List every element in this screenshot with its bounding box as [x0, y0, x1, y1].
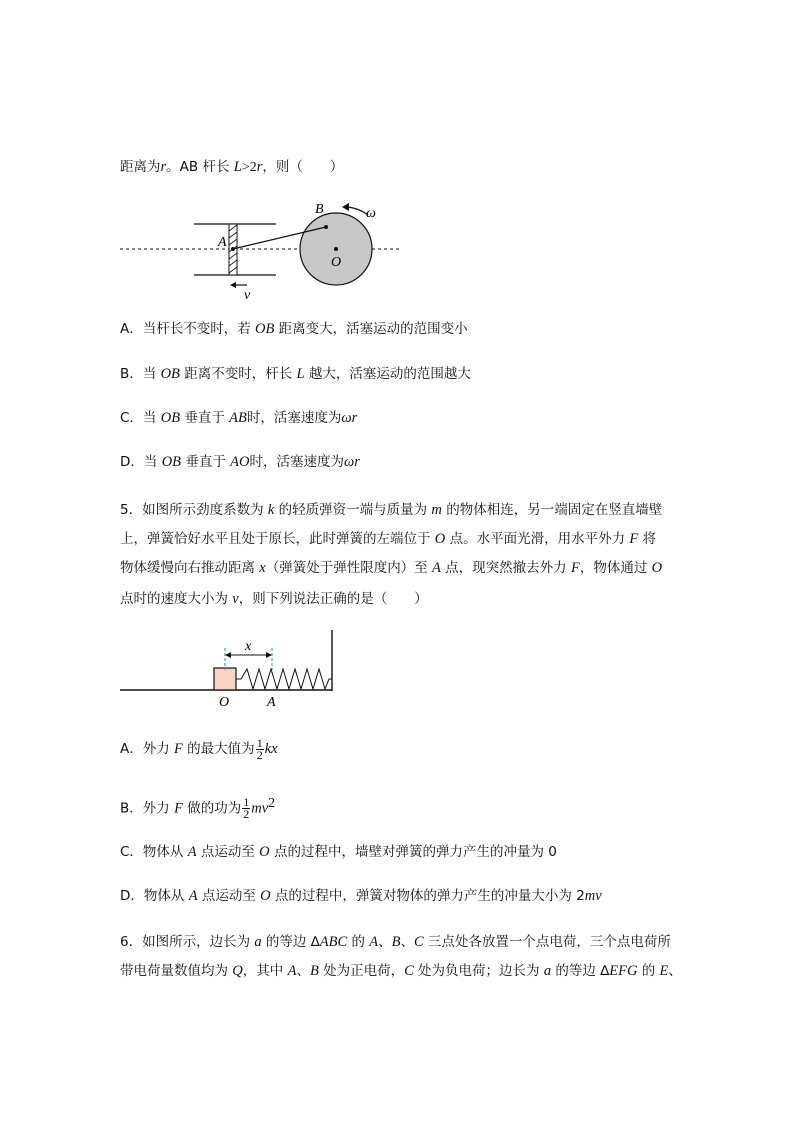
- q4-option-c: C．当 OB 垂直于 AB时，活塞速度为ωr: [120, 410, 358, 426]
- q5-option-d: D．物体从 A 点运动至 O 点的过程中，弹簧对物体的弹力产生的冲量大小为 2mv: [120, 888, 602, 904]
- q5-option-b: B．外力 F 做的功为 $\frac{1}{2}$ $mv^2$: [120, 795, 276, 821]
- q5-stem-line-2: 上，弹簧恰好水平且处于原长，此时弹簧的左端位于 O 点。水平面光滑，用水平外力 F 将: [120, 531, 657, 547]
- fraction-half: $\frac{1}{2}$: [256, 735, 263, 762]
- q6-stem-line-2: 带电荷量数值均为 Q，其中 A、B 处为正电荷，C 处为负电荷；边长为 a 的等边 ∆EFG 的 E、: [120, 963, 682, 979]
- q6-stem-line-1: 6．如图所示，边长为 a 的等边 ∆ABC 的 A、B、C 三点处各放置一个点电荷，三个点电荷所: [120, 934, 671, 950]
- q4-option-b: B．当 OB 距离不变时，杆长 L 越大，活塞运动的范围越大: [120, 366, 471, 382]
- q4-option-d: D．当 OB 垂直于 AO时，活塞速度为ωr: [120, 454, 360, 470]
- q5-stem-line-1: 5．如图所示劲度系数为 k 的轻质弹资一端与质量为 m 的物体相连，另一端固定在竖直墙壁: [120, 502, 663, 518]
- q5-option-a: A．外力 F 的最大值为 $\frac{1}{2}$ kx: [120, 735, 278, 762]
- q4-stem-tail: 距离为r。AB 杆长 L>2r，则（ ）: [120, 159, 344, 175]
- label-x: x: [245, 639, 252, 654]
- spring-block-figure: [115, 630, 345, 712]
- omega-arrow: [346, 207, 368, 215]
- q5-stem-line-3: 物体缓慢向右推动距离 x（弹簧处于弹性限度内）至 A 点，现突然撤去外力 F，物体通过 O: [120, 560, 663, 576]
- q5-option-c: C．物体从 A 点运动至 O 点的过程中，墙壁对弹簧的弹力产生的冲量为 0: [120, 844, 557, 860]
- fraction-half: $\frac{1}{2}$: [243, 795, 250, 821]
- q4-option-a: A．当杆长不变时，若 OB 距离变大，活塞运动的范围变小: [120, 321, 468, 337]
- block: [214, 668, 236, 690]
- label-a: A: [267, 695, 276, 710]
- label-o: O: [331, 255, 342, 270]
- q5-stem-line-4: 点时的速度大小为 v，则下列说法正确的是（ ）: [120, 591, 428, 607]
- label-o: O: [219, 695, 230, 710]
- spring: [236, 669, 332, 689]
- label-omega: ω: [366, 206, 376, 221]
- label-b: B: [315, 202, 324, 217]
- label-a: A: [218, 235, 227, 250]
- piston-crank-figure: [110, 195, 410, 305]
- label-v: v: [244, 288, 251, 303]
